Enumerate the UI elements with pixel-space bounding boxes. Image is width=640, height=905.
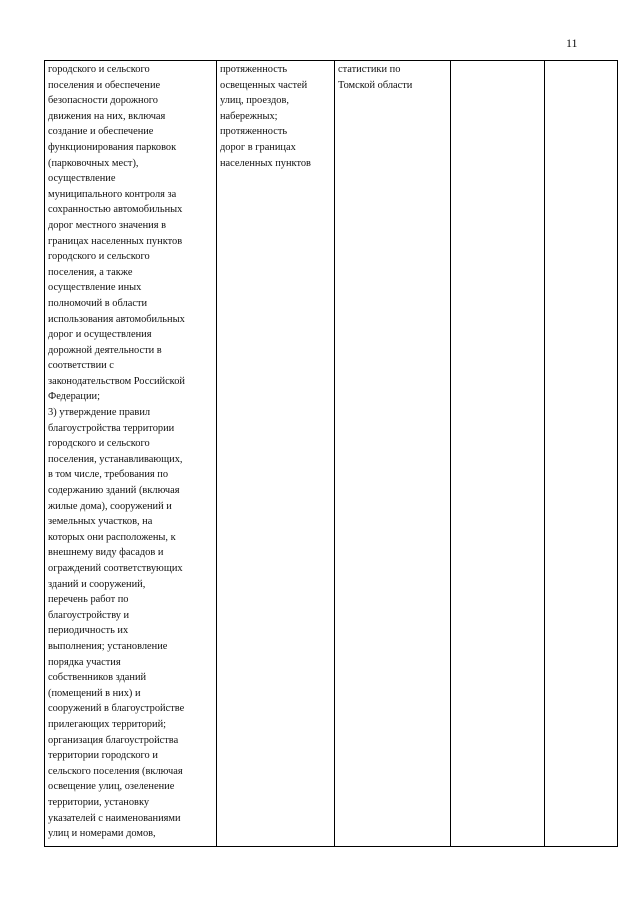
text-line: Томской области (338, 79, 413, 91)
table-row (45, 61, 618, 847)
text-line: (помещений в них) и (48, 687, 141, 699)
text-line: законодательством Российской (48, 375, 185, 387)
text-line: улиц и номерами домов, (48, 828, 156, 840)
text-line: сохранностью автомобильных (48, 204, 183, 216)
cell-empty (545, 61, 618, 847)
text-line: освещение улиц, озеленение (48, 781, 175, 793)
text-line: выполнения; установление (48, 640, 168, 652)
text-line: городского и сельского (48, 64, 150, 75)
text-line: благоустройству и (48, 609, 130, 621)
text-line: статистики по (338, 64, 401, 75)
text-line: создание и обеспечение (48, 126, 154, 138)
text-line: содержанию зданий (включая (48, 485, 180, 497)
text-line: муниципального контроля за (48, 188, 177, 200)
text-line: перечень работ по (48, 594, 129, 606)
text-line: дорог и осуществления (48, 329, 152, 341)
text-line: (парковочных мест), (48, 157, 139, 169)
cell-source (335, 61, 451, 847)
text-line: протяженность (220, 126, 288, 138)
text-line: поселения, устанавливающих, (48, 453, 183, 465)
text-line: городского и сельского (48, 438, 150, 450)
text-line: внешнему виду фасадов и (48, 547, 164, 559)
text-line: прилегающих территорий; (48, 718, 167, 730)
text-line: улиц, проездов, (220, 95, 289, 107)
text-line: зданий и сооружений, (48, 578, 146, 590)
text-line: городского и сельского (48, 251, 150, 263)
text-line: дорожной деятельности в (48, 344, 162, 356)
text-line: в том числе, требования по (48, 469, 169, 481)
page-number: 11 (566, 36, 578, 50)
text-line: периодичность их (48, 625, 129, 637)
text-line: полномочий в области (48, 297, 148, 309)
text-line: которых они расположены, к (48, 531, 176, 543)
text-line: жилые дома), сооружений и (48, 500, 172, 512)
text-line: протяженность (220, 64, 288, 75)
text-line: населенных пунктов (220, 157, 311, 169)
text-line: дорог в границах (220, 141, 296, 153)
text-line: порядка участия (48, 656, 121, 668)
text-line: Федерации; (48, 391, 100, 403)
document-table (44, 60, 618, 847)
text-line: сооружений в благоустройстве (48, 703, 185, 715)
text-line: осуществление (48, 173, 116, 185)
text-line: поселения и обеспечение (48, 79, 161, 91)
cell-powers-description (45, 61, 217, 847)
text-line: ограждений соответствующих (48, 563, 183, 574)
cell-indicator (217, 61, 335, 847)
text-line: организация благоустройства (48, 734, 179, 746)
text-line: набережных; (220, 110, 278, 122)
text-line: движения на них, включая (48, 110, 166, 122)
text-line: соответствии с (48, 360, 114, 372)
text-line: освещенных частей (220, 79, 308, 91)
text-line: указателей с наименованиями (48, 812, 181, 824)
text-line: собственников зданий (48, 672, 147, 684)
text-line: безопасности дорожного (48, 95, 158, 107)
text-line: территории городского и (48, 750, 158, 762)
cell-empty (451, 61, 545, 847)
text-line: функционирования парковок (48, 141, 177, 153)
text-line: сельского поселения (включая (48, 765, 183, 777)
text-line: границах населенных пунктов (48, 235, 183, 247)
text-line: использования автомобильных (48, 313, 185, 325)
text-line: благоустройства территории (48, 422, 175, 434)
text-line: 3) утверждение правил (48, 407, 151, 419)
text-line: территории, установку (48, 796, 150, 808)
text-line: поселения, а также (48, 266, 133, 278)
text-line: дорог местного значения в (48, 219, 166, 231)
text-line: осуществление иных (48, 282, 142, 294)
text-line: земельных участков, на (48, 516, 153, 528)
